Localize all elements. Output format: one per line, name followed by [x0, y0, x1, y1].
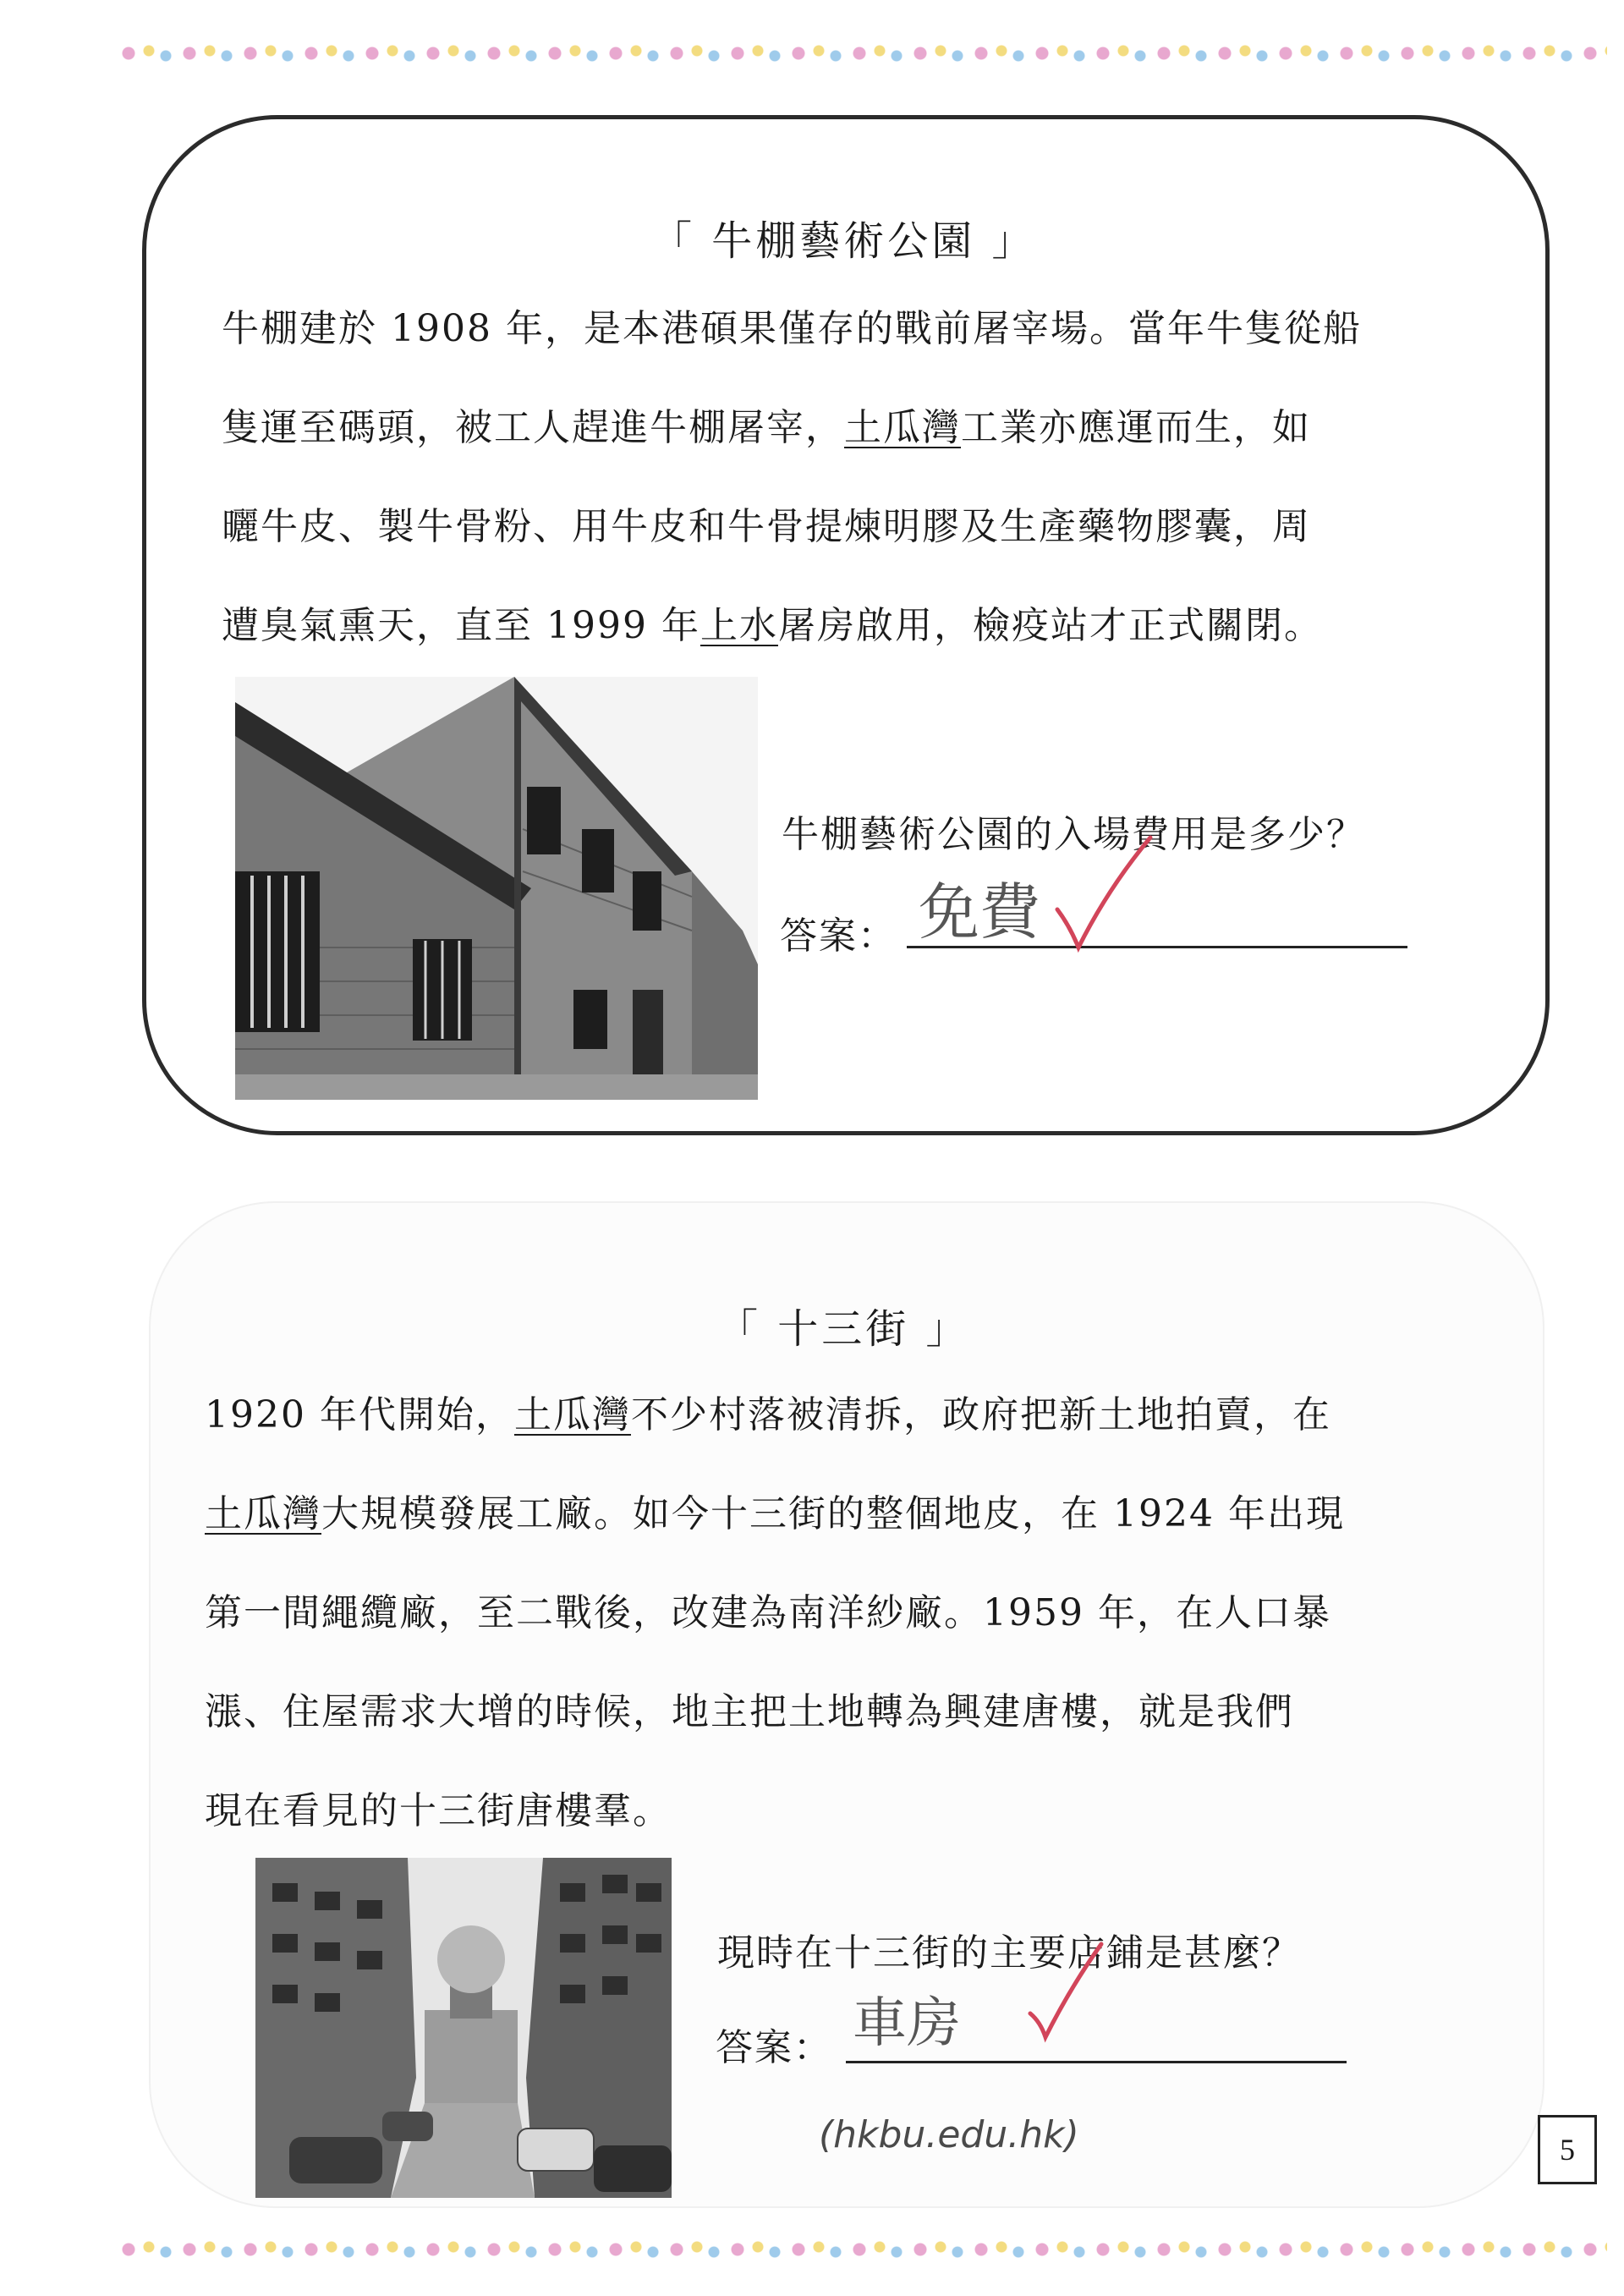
- bottom-floral-border: [118, 2235, 1607, 2264]
- cattle-depot-answer-label: 答案：: [780, 915, 897, 958]
- source-citation: (hkbu.edu.hk): [819, 2113, 1079, 2156]
- paragraph-line: 遭臭氣熏天，直至 1999 年上水屠房啟用，檢疫站才正式關閉。: [222, 604, 1323, 647]
- paragraph-line: 隻運至碼頭，被工人趕進牛棚屠宰，土瓜灣工業亦應運而生，如: [222, 406, 1311, 449]
- cattle-depot-paragraph: [222, 279, 1362, 675]
- paragraph-line: 土瓜灣大規模發展工廠。如今十三街的整個地皮，在 1924 年出現: [205, 1492, 1345, 1535]
- thirteen-streets-answer-label: 答案：: [716, 2026, 832, 2069]
- top-floral-border: [118, 39, 1607, 68]
- correct-check-icon: [1049, 829, 1159, 956]
- paragraph-line: 第一間繩纜廠，至二戰後，改建為南洋紗廠。1959 年，在人口暴: [205, 1591, 1331, 1634]
- thirteen-streets-answer-line: [846, 2061, 1347, 2063]
- thirteen-streets-question: 現時在十三街的主要店鋪是甚麼？: [717, 1931, 1301, 1975]
- paragraph-line: 漲、住屋需求大增的時候，地主把土地轉為興建唐樓，就是我們: [205, 1690, 1294, 1733]
- thirteen-streets-photo: [255, 1858, 672, 2198]
- paragraph-line: 1920 年代開始，土瓜灣不少村落被清拆，政府把新土地拍賣，在: [205, 1393, 1331, 1436]
- place-name-to-kwa-wan: 土瓜灣: [844, 406, 961, 449]
- correct-check-icon: [1023, 1937, 1108, 2047]
- thirteen-streets-handwritten-answer: 車房: [853, 1992, 961, 2055]
- cattle-depot-question: 牛棚藝術公園的入場費用是多少？: [782, 813, 1365, 856]
- cattle-depot-photo: [235, 677, 758, 1100]
- paragraph-line: 曬牛皮、製牛骨粉、用牛皮和牛骨提煉明膠及生產藥物膠囊，周: [222, 505, 1311, 548]
- paragraph-line: 現在看見的十三街唐樓羣。: [205, 1789, 672, 1832]
- thirteen-streets-paragraph: [205, 1365, 1345, 1860]
- thirteen-streets-title: 「 十三街 」: [717, 1305, 970, 1353]
- cattle-depot-title: 「 牛棚藝術公園 」: [651, 217, 1036, 265]
- place-name-to-kwa-wan: 土瓜灣: [205, 1492, 321, 1535]
- place-name-sheung-shui: 上水: [700, 604, 778, 647]
- page-number: 5: [1538, 2115, 1597, 2184]
- place-name-to-kwa-wan: 土瓜灣: [513, 1393, 631, 1436]
- cattle-depot-handwritten-answer: 免費: [919, 876, 1041, 948]
- paragraph-line: 牛棚建於 1908 年，是本港碩果僅存的戰前屠宰場。當年牛隻從船: [222, 307, 1362, 350]
